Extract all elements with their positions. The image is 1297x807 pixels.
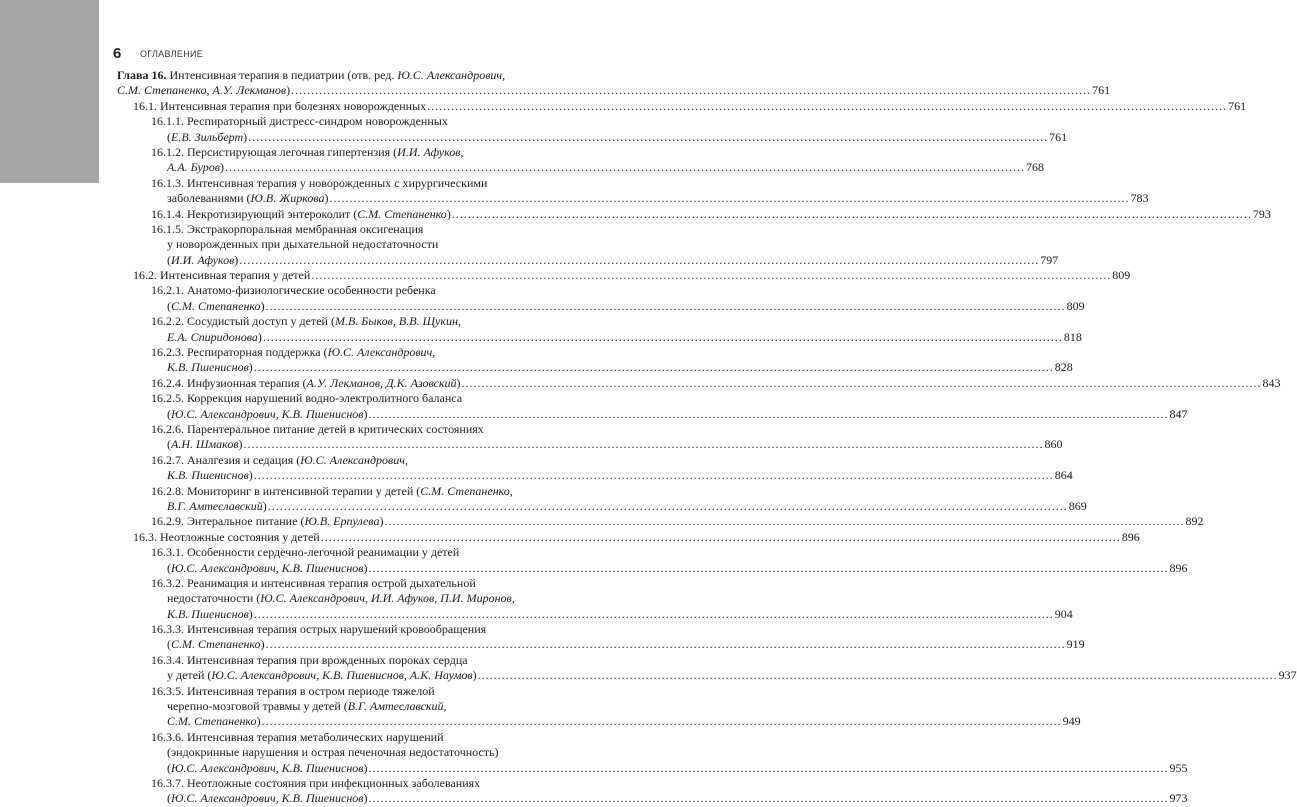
toc-title: Интенсивная терапия в педиатрии (отв. ред.: [166, 68, 398, 82]
toc-line-text: [151, 145, 463, 160]
dot-leader: ........................................................................................................................................................................................................: [451, 206, 1252, 221]
dot-leader: ........................................................................................................................................................................................................: [253, 360, 1054, 375]
toc-line: [117, 206, 1271, 222]
toc-title-tail: ): [363, 791, 368, 806]
toc-title: 16.1.4. Некротизирующий энтероколит (: [151, 206, 358, 221]
toc-line: [117, 114, 496, 129]
toc-section[interactable]: [117, 98, 1247, 114]
dot-leader: ........................................................................................................................................................................................................: [262, 329, 1063, 344]
toc-title-tail: ): [363, 560, 368, 575]
toc-title-tail: ): [446, 206, 451, 221]
toc-title: ): [248, 606, 253, 621]
toc-authors: Ю.В. Ерпулева: [304, 514, 380, 529]
toc-title: 16.3.4. Интенсивная терапия при врожденных пороках сердца: [151, 652, 468, 667]
toc-line: [117, 314, 496, 329]
toc-line-text: [167, 499, 267, 514]
toc-page-number: 843: [1262, 375, 1281, 390]
toc-title-tail: ): [379, 514, 384, 529]
toc-title: заболеваниями (: [167, 191, 251, 206]
toc-authors: М.В. Быков, В.В. Щукин,: [334, 314, 461, 329]
toc-subsection[interactable]: [117, 391, 1188, 422]
toc-line: [117, 699, 496, 714]
toc-line: [117, 760, 1188, 776]
toc-title: (: [167, 760, 171, 775]
toc-authors: Ю.С. Александрович, К.В. Пшениснов: [171, 406, 364, 421]
toc-authors: Ю.С. Александрович, К.В. Пшениснов: [171, 760, 364, 775]
toc-title: (эндокринные нарушения и острая печеночная недостаточность): [167, 745, 499, 760]
toc-title: 16.2.4. Инфузионная терапия (: [151, 375, 307, 390]
toc-subsection[interactable]: [117, 421, 1063, 453]
toc-line-text: [151, 684, 435, 699]
toc-title: 16.2.7. Аналгезия и седация (: [151, 452, 301, 467]
toc-page-number: 864: [1054, 468, 1073, 483]
toc-title-tail: ): [238, 437, 243, 452]
dot-leader: ........................................................................................................................................................................................................: [239, 252, 1040, 267]
toc-line-text: [151, 314, 461, 329]
toc-subsection[interactable]: [117, 221, 1059, 268]
toc-authors: К.В. Пшениснов: [167, 606, 249, 621]
toc-authors: Е.А. Спиридонова: [167, 329, 258, 344]
toc-title: 16.1. Интенсивная терапия при болезнях новорожденных: [133, 98, 427, 113]
toc-page-number: 793: [1252, 206, 1271, 221]
dot-leader: ........................................................................................................................................................................................................: [368, 406, 1169, 421]
dot-leader: ........................................................................................................................................................................................................: [368, 560, 1169, 575]
toc-title: 16.1.2. Персистирующая легочная гипертензия (: [151, 144, 398, 159]
toc-subsection[interactable]: [117, 545, 1188, 576]
toc-authors: С.М. Степаненко,: [420, 483, 513, 498]
toc-line-text: [167, 745, 498, 760]
toc-authors: И.И. Афуков,: [397, 144, 464, 159]
toc-line: [117, 437, 1063, 452]
toc-subsection[interactable]: [117, 144, 1044, 176]
toc-title: (: [167, 637, 171, 652]
toc-line-text: [167, 468, 253, 483]
toc-line-text: [167, 637, 265, 652]
toc-line: [117, 653, 496, 668]
toc-line: [117, 98, 1247, 114]
page-number: 6: [113, 45, 122, 62]
toc-line-text: [133, 530, 320, 545]
toc-title: ): [256, 714, 261, 729]
toc-authors: Ю.В. Жиркова: [250, 191, 325, 206]
toc-title: 16.2.5. Коррекция нарушений водно-электролитного баланса: [151, 391, 463, 406]
toc-page-number: 761: [1228, 98, 1247, 113]
toc-page-number: 896: [1121, 529, 1140, 544]
toc-line: [117, 591, 515, 606]
toc-line-text: [151, 545, 459, 560]
toc-page-number: 973: [1169, 791, 1188, 806]
toc-line: [117, 283, 496, 298]
toc-line-text: [151, 176, 487, 191]
toc-line: [117, 622, 496, 637]
toc-title: ): [248, 468, 253, 483]
toc-title-tail: ): [456, 375, 461, 390]
toc-line: [117, 68, 506, 83]
toc-line: [117, 606, 1073, 622]
toc-title: (: [167, 298, 171, 313]
toc-line: [117, 391, 496, 406]
toc-authors: С.М. Степаненко: [167, 714, 257, 729]
toc-line: [117, 237, 496, 252]
toc-page-number: 818: [1063, 329, 1082, 344]
toc-page-number: 937: [1278, 668, 1297, 683]
dot-leader: ........................................................................................................................................................................................................: [224, 160, 1025, 175]
toc-subsection[interactable]: [117, 206, 1271, 222]
toc-line: [117, 268, 1131, 283]
toc-subsection[interactable]: [117, 775, 1188, 807]
toc-section[interactable]: [117, 529, 1140, 545]
toc-line-text: [151, 345, 435, 360]
toc-line-text: [167, 668, 477, 683]
dot-leader: ........................................................................................................................................................................................................: [368, 760, 1169, 775]
toc-subsection[interactable]: [117, 683, 1081, 730]
toc-line-text: [167, 561, 368, 576]
toc-line: [117, 745, 499, 760]
toc-title-tail: ): [472, 668, 477, 683]
toc-page-number: 860: [1044, 437, 1063, 452]
toc-title: 16.2.9. Энтеральное питание (: [151, 514, 305, 529]
toc-line: [117, 545, 496, 560]
toc-title: (: [167, 560, 171, 575]
dot-leader: ........................................................................................................................................................................................................: [291, 83, 1092, 98]
toc-line: [117, 791, 1188, 806]
toc-line-text: [151, 207, 451, 222]
toc-line: [117, 668, 1297, 683]
toc-subsection[interactable]: [117, 314, 1082, 345]
toc-authors: Ю.С. Александрович, К.В. Пшениснов: [171, 560, 364, 575]
toc-page-number: 797: [1040, 252, 1059, 267]
toc-line-text: [151, 391, 462, 406]
toc-line: [117, 222, 496, 237]
dot-leader: ........................................................................................................................................................................................................: [265, 637, 1066, 652]
table-of-contents: [117, 68, 1297, 807]
toc-title: 16.2. Интенсивная терапия у детей: [133, 268, 311, 283]
toc-subsection[interactable]: [117, 622, 1085, 653]
toc-line-text: [133, 268, 310, 283]
toc-line-text: [167, 330, 262, 345]
toc-subsection[interactable]: [117, 114, 1068, 145]
toc-title: 16.3.5. Интенсивная терапия в остром периоде тяжелой: [151, 683, 435, 698]
toc-line: [117, 83, 1111, 98]
toc-line: [117, 730, 496, 745]
dot-leader: ........................................................................................................................................................................................................: [267, 498, 1068, 513]
toc-line: [117, 514, 1204, 529]
toc-title: 16.1.5. Экстракорпоральная мембранная оксигенация: [151, 221, 424, 236]
toc-page-number: 904: [1054, 606, 1073, 621]
dot-leader: ........................................................................................................................................................................................................: [329, 191, 1130, 206]
toc-line-text: [151, 576, 476, 591]
dot-leader: ........................................................................................................................................................................................................: [320, 529, 1121, 544]
toc-authors: Ю.С. Александрович, К.В. Пшениснов: [171, 791, 364, 806]
toc-page-number: 768: [1025, 160, 1044, 175]
toc-authors: В.Г. Амтеславский: [167, 498, 263, 513]
toc-authors: Е.В. Зильберт: [171, 129, 244, 144]
toc-subsection[interactable]: [117, 514, 1204, 529]
toc-line-text: [151, 283, 436, 298]
dot-leader: ........................................................................................................................................................................................................: [243, 437, 1044, 452]
dot-leader: ........................................................................................................................................................................................................: [384, 514, 1185, 529]
toc-line-text: [167, 407, 368, 422]
toc-authors: Ю.С. Александрович,: [327, 345, 436, 360]
toc-line-text: [167, 360, 253, 375]
dot-leader: ........................................................................................................................................................................................................: [461, 375, 1262, 390]
toc-line-text: [167, 699, 447, 714]
toc-page-number: 847: [1169, 406, 1188, 421]
toc-line-text: [151, 514, 383, 529]
toc-page-number: 869: [1068, 498, 1087, 513]
toc-authors: Ю.С. Александрович,: [397, 68, 506, 82]
toc-title: у новорожденных при дыхательной недостаточности: [167, 237, 439, 252]
toc-line: [117, 453, 496, 468]
toc-subsection[interactable]: [117, 729, 1188, 776]
toc-title: 16.3. Неотложные состояния у детей: [133, 529, 320, 544]
toc-line-text: [151, 776, 480, 791]
toc-line: [117, 252, 1059, 268]
toc-line: [117, 637, 1085, 652]
toc-authors: Ю.С. Александрович, К.В. Пшениснов, А.К. Наумов: [211, 668, 473, 683]
toc-title-tail: ): [260, 637, 265, 652]
toc-authors: И.И. Афуков: [171, 252, 235, 267]
toc-line-text: [151, 114, 448, 129]
toc-line-text: [151, 730, 444, 745]
toc-title-tail: ): [234, 252, 239, 267]
toc-title: (: [167, 252, 171, 267]
toc-title-tail: ): [363, 760, 368, 775]
toc-line-text: [151, 484, 513, 499]
toc-title: 16.1.1. Респираторный дистресс-синдром новорожденных: [151, 114, 448, 129]
dot-leader: ........................................................................................................................................................................................................: [427, 98, 1228, 113]
toc-title: 16.3.2. Реанимация и интенсивная терапия острой дыхательной: [151, 575, 476, 590]
toc-title: 16.1.3. Интенсивная терапия у новорожденных с хирургическими: [151, 175, 488, 190]
toc-line: [117, 298, 1085, 314]
dot-leader: ........................................................................................................................................................................................................: [368, 791, 1169, 806]
toc-line: [117, 406, 1188, 422]
toc-authors: К.В. Пшениснов: [167, 360, 249, 375]
toc-line-text: [151, 622, 486, 637]
toc-title-tail: ): [324, 191, 329, 206]
dot-leader: ........................................................................................................................................................................................................: [311, 268, 1112, 283]
toc-title: (: [167, 791, 171, 806]
toc-page-number: 809: [1066, 298, 1085, 313]
toc-line-text: [167, 591, 515, 606]
toc-title: ): [257, 329, 262, 344]
toc-line-text: [167, 253, 238, 268]
dot-leader: ........................................................................................................................................................................................................: [477, 668, 1278, 683]
toc-title: 16.2.3. Респираторная поддержка (: [151, 345, 328, 360]
toc-title: ): [262, 498, 267, 513]
chapter-label: Глава 16.: [117, 68, 167, 82]
toc-title: 16.2.1. Анатомо-физиологические особенности ребенка: [151, 283, 436, 298]
dot-leader: ........................................................................................................................................................................................................: [265, 298, 1066, 313]
toc-line-text: [167, 191, 329, 206]
toc-authors: С.М. Степаненко: [171, 637, 261, 652]
toc-subsection[interactable]: [117, 283, 1085, 314]
toc-title: 16.2.6. Парентеральное питание детей в критических состояниях: [151, 421, 484, 436]
toc-title: (: [167, 406, 171, 421]
toc-line-text: [151, 422, 484, 437]
toc-page-number: 783: [1130, 191, 1149, 206]
toc-subsection[interactable]: [117, 375, 1281, 391]
toc-subsection[interactable]: [117, 345, 1073, 376]
toc-title: у детей (: [167, 668, 212, 683]
toc-title-tail: ): [243, 129, 248, 144]
toc-line: [117, 422, 496, 437]
toc-line: [117, 176, 496, 191]
toc-line: [117, 360, 1073, 375]
toc-title: 16.3.3. Интенсивная терапия острых нарушений кровообращения: [151, 622, 487, 637]
toc-title-tail: ): [363, 406, 368, 421]
toc-line-text: [167, 160, 224, 175]
toc-page-number: 949: [1062, 714, 1081, 729]
toc-line-text: [167, 714, 261, 729]
toc-line: [117, 576, 496, 591]
toc-line: [117, 483, 513, 499]
toc-line-text: [151, 376, 461, 391]
toc-page-number: 809: [1112, 268, 1131, 283]
toc-line-text: [117, 83, 290, 98]
toc-section[interactable]: [117, 268, 1131, 283]
toc-line-text: [151, 222, 423, 237]
toc-title: ): [286, 83, 291, 98]
toc-authors: С.М. Степаненко, А.У. Лекманов: [117, 83, 287, 98]
toc-page-number: 761: [1092, 83, 1111, 98]
toc-title-tail: ): [260, 298, 265, 313]
toc-page-number: 955: [1169, 760, 1188, 775]
toc-title: (: [167, 437, 171, 452]
toc-line-text: [167, 791, 368, 806]
toc-authors: В.Г. Амтеславский,: [347, 699, 447, 714]
dot-leader: ........................................................................................................................................................................................................: [253, 606, 1054, 621]
toc-line: [117, 160, 1044, 175]
toc-line-text: [151, 653, 468, 668]
toc-title: ): [219, 160, 224, 175]
toc-subsection[interactable]: [117, 652, 1297, 684]
gray-margin-tab: [0, 0, 99, 183]
toc-line-text: [167, 130, 247, 145]
toc-line: [117, 329, 1082, 345]
toc-authors: К.В. Пшениснов: [167, 468, 249, 483]
toc-line: [117, 129, 1068, 145]
toc-line: [117, 498, 1087, 514]
toc-subsection[interactable]: [117, 175, 1149, 207]
toc-line-text: [133, 99, 426, 114]
toc-page-number: 919: [1066, 637, 1085, 652]
toc-line-text: [167, 299, 265, 314]
toc-title: недостаточности (: [167, 591, 261, 606]
toc-page-number: 828: [1054, 360, 1073, 375]
toc-authors: А.У. Лекманов, Д.К. Азовский: [306, 375, 457, 390]
toc-authors: С.М. Степаненко: [357, 206, 447, 221]
dot-leader: ........................................................................................................................................................................................................: [261, 714, 1062, 729]
toc-line: [117, 529, 1140, 545]
toc-title: черепно-мозговой травмы у детей (: [167, 699, 348, 714]
toc-authors: А.А. Буров: [167, 160, 220, 175]
page-header: [113, 45, 493, 65]
toc-subsection[interactable]: [117, 575, 1073, 622]
toc-title: 16.2.8. Мониторинг в интенсивной терапии у детей (: [151, 483, 421, 498]
toc-line: [117, 145, 496, 160]
dot-leader: ........................................................................................................................................................................................................: [248, 129, 1049, 144]
toc-title: (: [167, 129, 171, 144]
toc-line: [117, 776, 496, 791]
dot-leader: ........................................................................................................................................................................................................: [253, 468, 1054, 483]
running-head: ОГЛАВЛЕНИЕ: [140, 49, 204, 59]
toc-page-number: 896: [1169, 560, 1188, 575]
toc-authors: Ю.С. Александрович, И.И. Афуков, П.И. Миронов,: [260, 591, 515, 606]
toc-page-number: 892: [1185, 514, 1204, 529]
toc-page-number: 761: [1049, 129, 1068, 144]
toc-chapter[interactable]: [117, 68, 1111, 99]
toc-title: 16.3.6. Интенсивная терапия метаболических нарушений: [151, 729, 444, 744]
toc-line: [117, 345, 496, 360]
toc-line: [117, 191, 1149, 206]
toc-line-text: [117, 68, 505, 83]
toc-subsection[interactable]: [117, 483, 1087, 515]
toc-subsection[interactable]: [117, 452, 1073, 484]
toc-line: [117, 684, 496, 699]
toc-title: 16.3.7. Неотложные состояния при инфекционных заболеваниях: [151, 775, 481, 790]
toc-line-text: [167, 237, 438, 252]
toc-line: [117, 468, 1073, 483]
toc-line-text: [167, 437, 243, 452]
toc-line: [117, 560, 1188, 576]
toc-title: 16.3.1. Особенности сердечно-легочной реанимации у детей: [151, 545, 460, 560]
toc-title: ): [248, 360, 253, 375]
toc-title: 16.2.2. Сосудистый доступ у детей (: [151, 314, 335, 329]
toc-authors: А.Н. Шмаков: [171, 437, 239, 452]
toc-line: [117, 714, 1081, 729]
toc-authors: С.М. Степаненко: [171, 298, 261, 313]
toc-line: [117, 375, 1281, 391]
toc-line-text: [167, 607, 253, 622]
toc-authors: Ю.С. Александрович,: [300, 452, 408, 467]
toc-line-text: [151, 453, 408, 468]
toc-line-text: [167, 761, 368, 776]
